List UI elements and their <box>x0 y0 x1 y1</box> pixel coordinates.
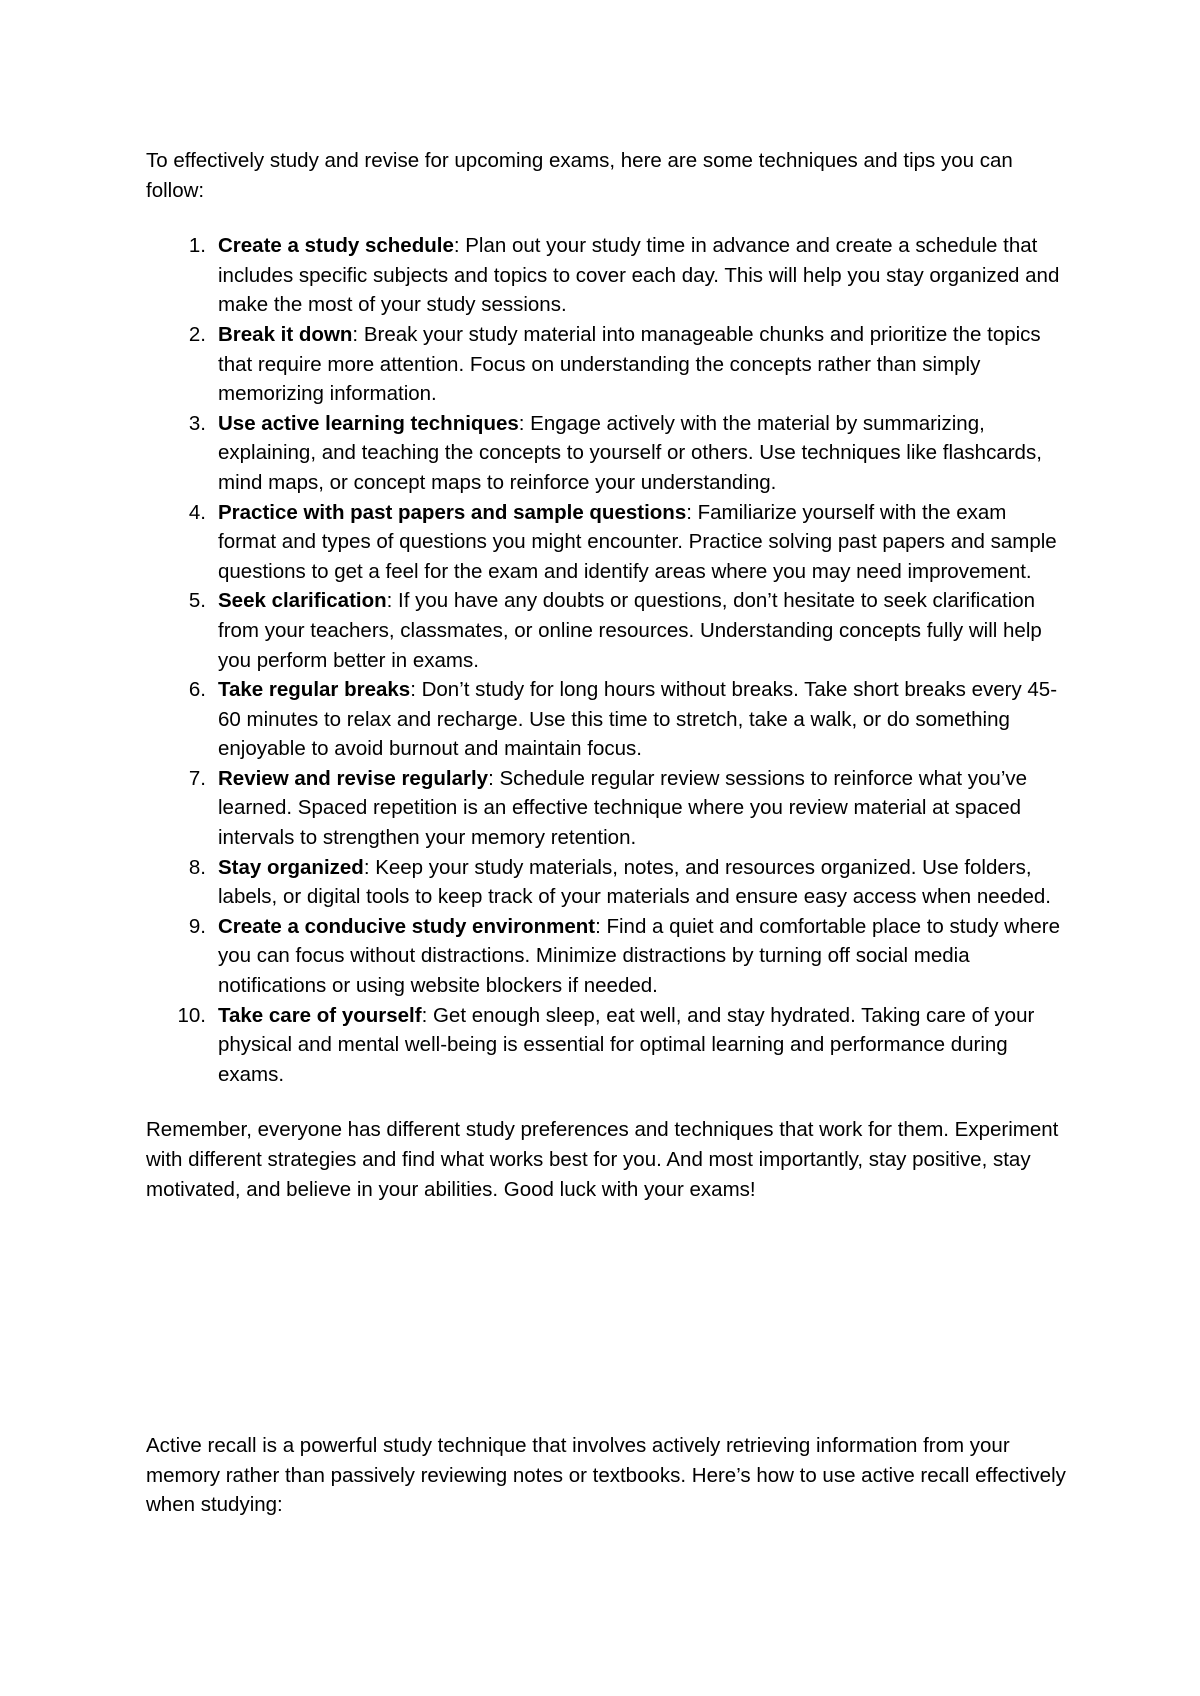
list-item <box>146 1001 1066 1090</box>
list-item-text: : Plan out your study time in advance and create a schedule that includes specific subjects and topics to cover each day. This will help you stay organized and make the most of your study sessions. <box>218 234 1060 317</box>
list-item-term: Practice with past papers and sample questions <box>218 500 687 524</box>
list-item-term: Review and revise regularly <box>218 766 489 790</box>
list-item-term: Use active learning techniques <box>218 411 519 435</box>
list-item-term: Create a conducive study environment <box>218 914 596 938</box>
list-item <box>146 231 1066 320</box>
list-item-number: 9. <box>188 914 206 938</box>
list-item <box>146 586 1066 675</box>
list-item <box>146 675 1066 764</box>
tips-list <box>146 231 1066 1089</box>
list-item-text: : Get enough sleep, eat well, and stay hydrated. Taking care of your physical and mental well-being is essential for optimal learning and performance during exams. <box>218 1003 1035 1086</box>
list-item-term: Create a study schedule <box>218 234 454 258</box>
list-item-text: : Schedule regular review sessions to reinforce what you’ve learned. Spaced repetition is an effective technique where you review material at spaced intervals to strengthen your memory retention. <box>218 766 1028 850</box>
list-item <box>146 912 1066 1001</box>
list-item-term: Take regular breaks <box>218 678 411 702</box>
list-item-number: 7. <box>188 766 206 790</box>
list-item-text: : Engage actively with the material by summarizing, explaining, and teaching the concepts to yourself or others. Use techniques like flashcards, mind maps, or concept maps to reinforce your understanding. <box>218 411 1042 494</box>
active-recall-paragraph: Active recall is a powerful study technique that involves actively retrieving information from your memory rather than passively reviewing notes or textbooks. Here’s how to use active recall effectively when studying: <box>146 1434 1066 1517</box>
list-item-text: : If you have any doubts or questions, don’t hesitate to seek clarification from your teachers, classmates, or online resources. Understanding concepts fully will help you perform better in exams. <box>218 589 1042 672</box>
list-item-text: : Break your study material into manageable chunks and prioritize the topics that require more attention. Focus on understanding the concepts rather than simply memorizing information. <box>218 322 1041 406</box>
list-item-number: 4. <box>188 500 206 524</box>
list-item-number: 1. <box>188 234 206 258</box>
list-item-term: Take care of yourself <box>218 1003 422 1027</box>
list-item-number: 10. <box>177 1003 206 1027</box>
list-item-text: : Familiarize yourself with the exam format and types of questions you might encounter. Practice solving past papers and sample questions to get a feel for the exam and identify areas where you may need improvement. <box>218 500 1057 583</box>
list-item <box>146 764 1066 853</box>
document-page <box>146 146 1066 1204</box>
list-item <box>146 853 1066 912</box>
list-item-number: 3. <box>188 411 206 435</box>
list-item-term: Break it down <box>218 322 353 346</box>
list-item-text: : Don’t study for long hours without breaks. Take short breaks every 45-60 minutes to relax and recharge. Use this time to stretch, take a walk, or do something enjoyable to avoid burnout and maintain focus. <box>218 678 1058 761</box>
list-item-text: : Keep your study materials, notes, and resources organized. Use folders, labels, or digital tools to keep track of your materials and ensure easy access when needed. <box>218 855 1051 909</box>
list-item <box>146 320 1066 409</box>
intro-paragraph: To effectively study and revise for upcoming exams, here are some techniques and tips you can follow: <box>146 149 1013 202</box>
list-item-term: Stay organized <box>218 855 364 879</box>
list-item-term: Seek clarification <box>218 589 387 613</box>
list-item-number: 8. <box>188 855 206 879</box>
list-item <box>146 498 1066 587</box>
list-item-number: 6. <box>188 678 206 702</box>
active-recall-section <box>146 1431 1066 1520</box>
list-item-text: : Find a quiet and comfortable place to study where you can focus without distractions. Minimize distractions by turning off social media notifications or using website blockers if needed. <box>218 914 1061 998</box>
list-item <box>146 409 1066 498</box>
list-item-number: 5. <box>188 589 206 613</box>
closing-paragraph: Remember, everyone has different study preferences and techniques that work for them. Experiment with different strategies and find what works best for you. And most importantly, stay positive, stay motivated, and believe in your abilities. Good luck with your exams! <box>146 1118 1059 1201</box>
list-item-number: 2. <box>188 322 206 346</box>
